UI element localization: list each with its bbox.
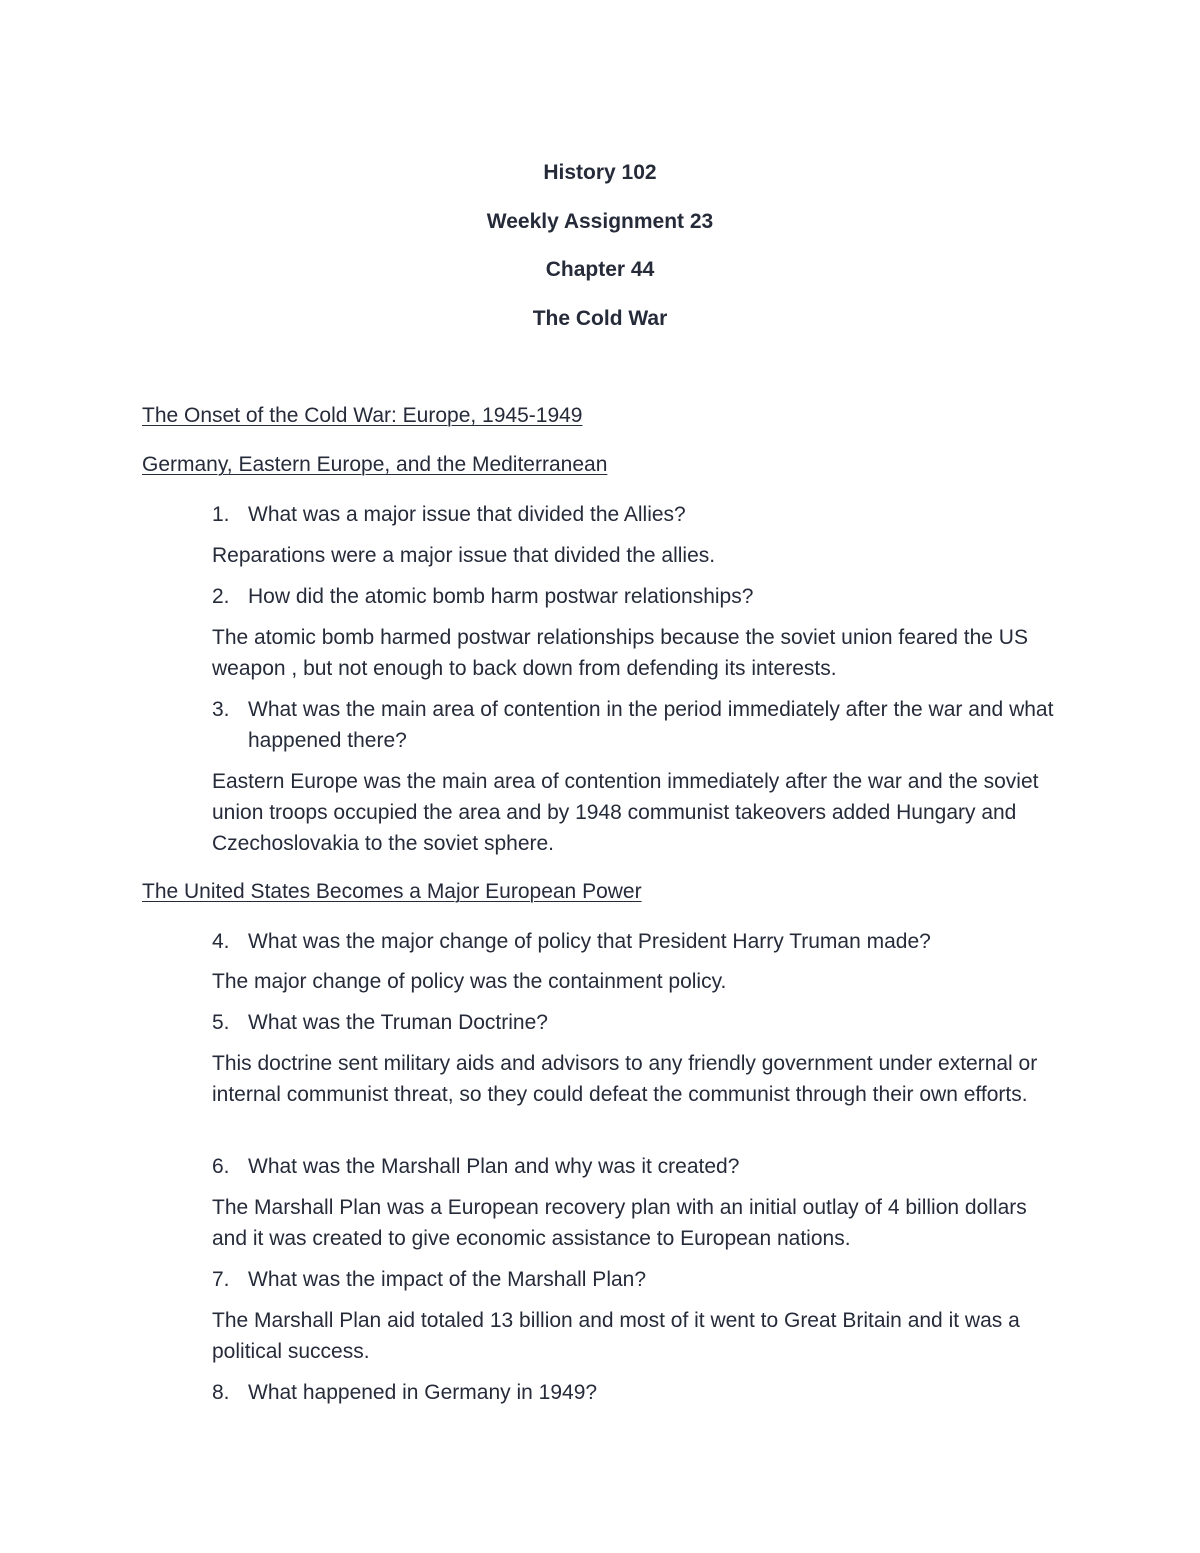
question-number: 1. — [212, 503, 230, 526]
section-heading-onset: The Onset of the Cold War: Europe, 1945-1949 — [142, 404, 583, 427]
question-text: What was a major issue that divided the Allies? — [248, 503, 686, 526]
question-number: 6. — [212, 1155, 230, 1178]
assignment-title: Weekly Assignment 23 — [486, 210, 714, 233]
question-text: What was the major change of policy that President Harry Truman made? — [248, 930, 931, 953]
answer-text: The Marshall Plan aid totaled 13 billion and most of it went to Great Britain and it was a political success. — [212, 1309, 1020, 1363]
section-heading-us-power: The United States Becomes a Major European Power — [142, 880, 642, 903]
question-text: What happened in Germany in 1949? — [248, 1381, 598, 1404]
answer-text: Reparations were a major issue that divided the allies. — [212, 544, 716, 567]
question-text: What was the main area of contention in the period immediately after the war and what happened there? — [248, 698, 1054, 752]
question-item — [212, 1151, 1072, 1182]
answer-text: This doctrine sent military aids and advisors to any friendly government under external or internal communist threat, so they could defeat the communist through their own efforts. — [212, 1052, 1038, 1106]
answer-text: The Marshall Plan was a European recovery plan with an initial outlay of 4 billion dollars and it was created to give economic assistance to European nations. — [212, 1196, 1027, 1250]
question-number: 7. — [212, 1268, 230, 1291]
question-item — [212, 1377, 1072, 1408]
answer-text: The major change of policy was the containment policy. — [212, 970, 727, 993]
course-title: History 102 — [543, 161, 657, 184]
answer-text: Eastern Europe was the main area of contention immediately after the war and the soviet union troops occupied the area and by 1948 communist takeovers added Hungary and Czechoslovakia to the soviet sphere. — [212, 770, 1039, 855]
question-text: What was the Marshall Plan and why was it created? — [248, 1155, 740, 1178]
question-number: 4. — [212, 930, 230, 953]
question-item — [212, 581, 1072, 612]
question-item — [212, 1007, 1072, 1038]
question-item — [212, 694, 1072, 756]
answer-text: The atomic bomb harmed postwar relationships because the soviet union feared the US weapon , but not enough to back down from defending its interests. — [212, 626, 1028, 680]
question-item — [212, 926, 1072, 957]
section-heading-germany: Germany, Eastern Europe, and the Mediterranean — [142, 453, 608, 476]
chapter-title: Chapter 44 — [545, 258, 655, 281]
question-number: 8. — [212, 1381, 230, 1404]
question-text: What was the impact of the Marshall Plan? — [248, 1268, 647, 1291]
question-number: 5. — [212, 1011, 230, 1034]
question-number: 2. — [212, 585, 230, 608]
question-item — [212, 1264, 1072, 1295]
question-text: How did the atomic bomb harm postwar relationships? — [248, 585, 754, 608]
question-text: What was the Truman Doctrine? — [248, 1011, 548, 1034]
question-item — [212, 499, 1072, 530]
topic-title: The Cold War — [532, 307, 668, 330]
question-number: 3. — [212, 698, 230, 721]
